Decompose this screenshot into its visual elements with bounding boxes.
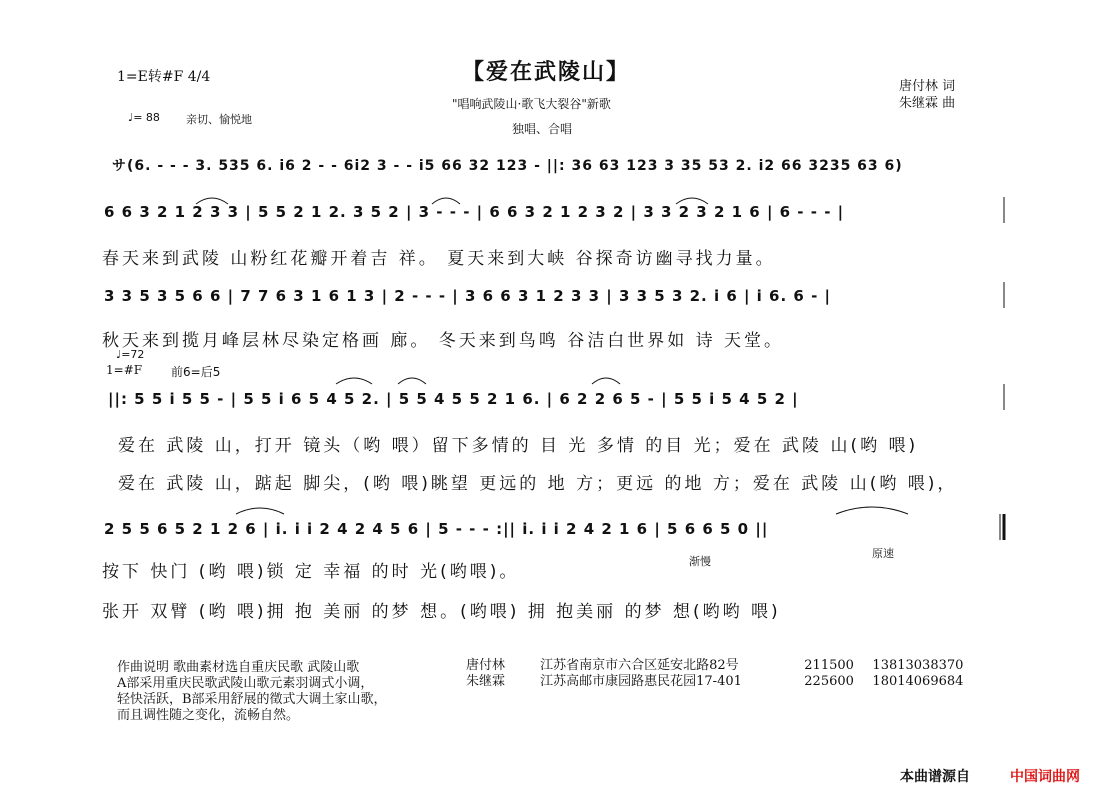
key-transition: 前6=后5 [171,365,221,379]
score-line-3-notes: 3 3 5 3 5 6 6 | 7 7 6 3 1 6 1 3 | 2 - - - | 3 6 6 3 1 2 3 3 | 3 3 5 3 2. i 6 | i 6. 6 - | [104,287,831,305]
score-line-3-lyrics: 秋天来到揽月峰层林尽染定格画 廊。 冬天来到鸟鸣 谷洁白世界如 诗 天堂。 [102,331,785,351]
composer-notes [117,660,387,724]
key-signature: 1=E转#F 4/4 [117,69,211,85]
site-link[interactable]: 中国词曲网 [1010,769,1080,785]
score-line-2-notes: 6 6 3 2 1 2 3 3 | 5 5 2 1 2. 3 5 2 | 3 - - - | 6 6 3 2 1 2 3 2 | 3 3 2 3 2 1 6 | 6 - - - | [104,203,845,221]
slur [592,378,620,384]
contact-row [466,658,963,674]
slur [336,378,372,384]
contact-address: 江苏高邮市康园路惠民花园17-401 [540,674,742,689]
lyricist-credit: 唐付林 词 [899,79,956,94]
marking-ritardando: 渐慢 [689,555,711,568]
composer-notes-line: 轻快活跃，B部采用舒展的徵式大调土家山歌， [117,692,387,707]
score-line-7-lyrics: 张开 双臂 (哟 喂)拥 抱 美丽 的梦 想。(哟喂) 拥 抱美丽 的梦 想(哟哟 喂) [102,602,781,622]
score-line-6-notes: 2 5 5 6 5 2 1 2 6 | i. i i 2 4 2 4 5 6 | 5 - - - :|| i. i i 2 4 2 1 6 | 5 6 6 5 0 || [104,520,769,538]
slur [432,198,460,204]
composer-notes-line: 作曲说明 歌曲素材选自重庆民歌 武陵山歌 [117,660,360,675]
contact-name: 朱继霖 [466,674,506,689]
contact-postcode: 211500 [804,658,854,673]
song-subtitle: "唱响武陵山·歌飞大裂谷"新歌 [452,97,611,111]
contact-list [466,658,963,690]
score-line-6-lyrics: 按下 快门 (哟 喂)锁 定 幸福 的时 光(哟喂)。 [102,562,520,582]
score-line-5-lyrics: 爱在 武陵 山，踮起 脚尖，(哟 喂)眺望 更远的 地 方；更远 的地 方；爱在 武陵 山(哟 喂)， [118,474,958,494]
score-line-4-notes: ||: 5 5 i 5 5 - | 5 5 i 6 5 4 5 2. | 5 5 4 5 5 2 1 6. | 6 2 2 6 5 - | 5 5 i 5 4 5 2 | [108,390,799,408]
composer-notes-line: A部采用重庆民歌武陵山歌元素羽调式小调， [117,676,374,691]
score-line-4-lyrics: 爱在 武陵 山，打开 镜头（哟 喂）留下多情的 目 光 多情 的目 光；爱在 武陵 山(哟 喂) [118,436,919,456]
score-line-1-notes: サ(6. - - - 3. 535 6. i6 2 - - 6i2 3 - - i5 66 32 123 - ||: 36 63 123 3 35 53 2. i2 66 3235 63 6) [112,158,903,174]
tempo-marking: ♩= 88 [128,111,160,124]
composer-credit: 朱继霖 曲 [899,96,956,111]
slur [398,378,426,384]
slur [836,507,908,514]
song-title: 【爱在武陵山】 [462,59,631,85]
contact-phone: 18014069684 [872,674,964,689]
slur [676,198,708,204]
source-label: 本曲谱源自 [900,769,970,785]
contact-address: 江苏省南京市六合区延安北路82号 [540,658,739,673]
contact-name: 唐付林 [466,658,506,673]
performers-label: 独唱、合唱 [512,122,573,136]
slur [196,198,228,204]
tempo-marking-2: ♩=72 [116,348,145,361]
mood-marking: 亲切、愉悦地 [186,113,252,126]
contact-row [466,674,963,690]
contact-postcode: 225600 [804,674,854,689]
key-signature-2: 1=#F [106,363,143,377]
composer-notes-line: 而且调性随之变化，流畅自然。 [117,708,300,723]
score-line-2-lyrics: 春天来到武陵 山粉红花瓣开着吉 祥。 夏天来到大峡 谷探奇访幽寻找力量。 [102,249,776,269]
slur [236,508,284,514]
marking-a-tempo: 原速 [872,547,894,560]
contact-phone: 13813038370 [872,658,964,673]
